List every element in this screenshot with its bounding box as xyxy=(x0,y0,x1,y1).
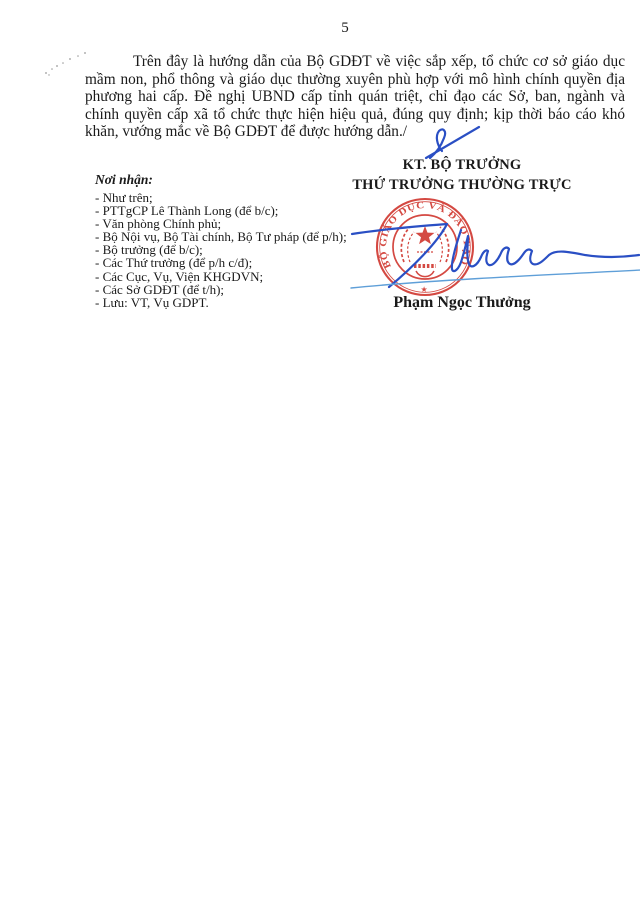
recipient-item: - Các Thứ trưởng (để p/h c/đ); xyxy=(95,255,253,271)
recipient-item: - Bộ Nội vụ, Bộ Tài chính, Bộ Tư pháp (để p/h); xyxy=(95,229,347,245)
seal-bottom-star: ★ xyxy=(420,285,428,294)
body-paragraph: Trên đây là hướng dẫn của Bộ GDĐT về việc sắp xếp, tổ chức cơ sở giáo dục mầm non, phổ thông và giáo dục thường xuyên phù hợp với mô hình chính quyền địa phương hai cấp. Đề nghị UBND cấp tỉnh quán triệt, chỉ đạo các Sở, ban, ngành và chính quyền cấp xã tổ chức thực hiện hiệu quả, đúng quy định; kịp thời báo cáo khó khăn, vướng mắc về Bộ GDĐT để được hướng dẫn./ xyxy=(85,53,625,141)
recipient-item: - Lưu: VT, Vụ GDPT. xyxy=(95,294,209,310)
recipients-heading: Nơi nhận: xyxy=(95,172,153,187)
signature-ink xyxy=(352,127,639,287)
recipient-item: - PTTgCP Lê Thành Long (để b/c); xyxy=(95,203,279,219)
signature-top-bar xyxy=(352,224,447,234)
page-number: 5 xyxy=(341,20,349,36)
recipient-item: - Văn phòng Chính phủ; xyxy=(95,216,222,232)
signature-main xyxy=(452,230,639,271)
authority-line-2: THỨ TRƯỞNG THƯỜNG TRỰC xyxy=(352,177,572,193)
recipient-item: - Các Sở GDĐT (để t/h); xyxy=(95,281,225,297)
recipient-item: - Các Cục, Vụ, Viện KHGDVN; xyxy=(95,268,264,284)
signer-name: Phạm Ngọc Thưởng xyxy=(393,294,531,311)
authority-line-1: KT. BỘ TRƯỞNG xyxy=(402,157,522,173)
authority-lines xyxy=(340,155,584,195)
seal-text: BỘ GIÁO DỤC VÀ ĐÀO TẠO xyxy=(378,200,472,270)
recipient-item: - Như trên; xyxy=(95,190,153,205)
official-seal xyxy=(376,199,473,295)
signature-diagonal xyxy=(389,224,447,287)
recipient-item: - Bộ trưởng (để b/c); xyxy=(95,242,203,258)
seal-rings xyxy=(377,199,473,295)
recipients-block xyxy=(95,172,355,309)
seal-star xyxy=(416,226,435,244)
signature-underline-stroke xyxy=(351,270,640,288)
